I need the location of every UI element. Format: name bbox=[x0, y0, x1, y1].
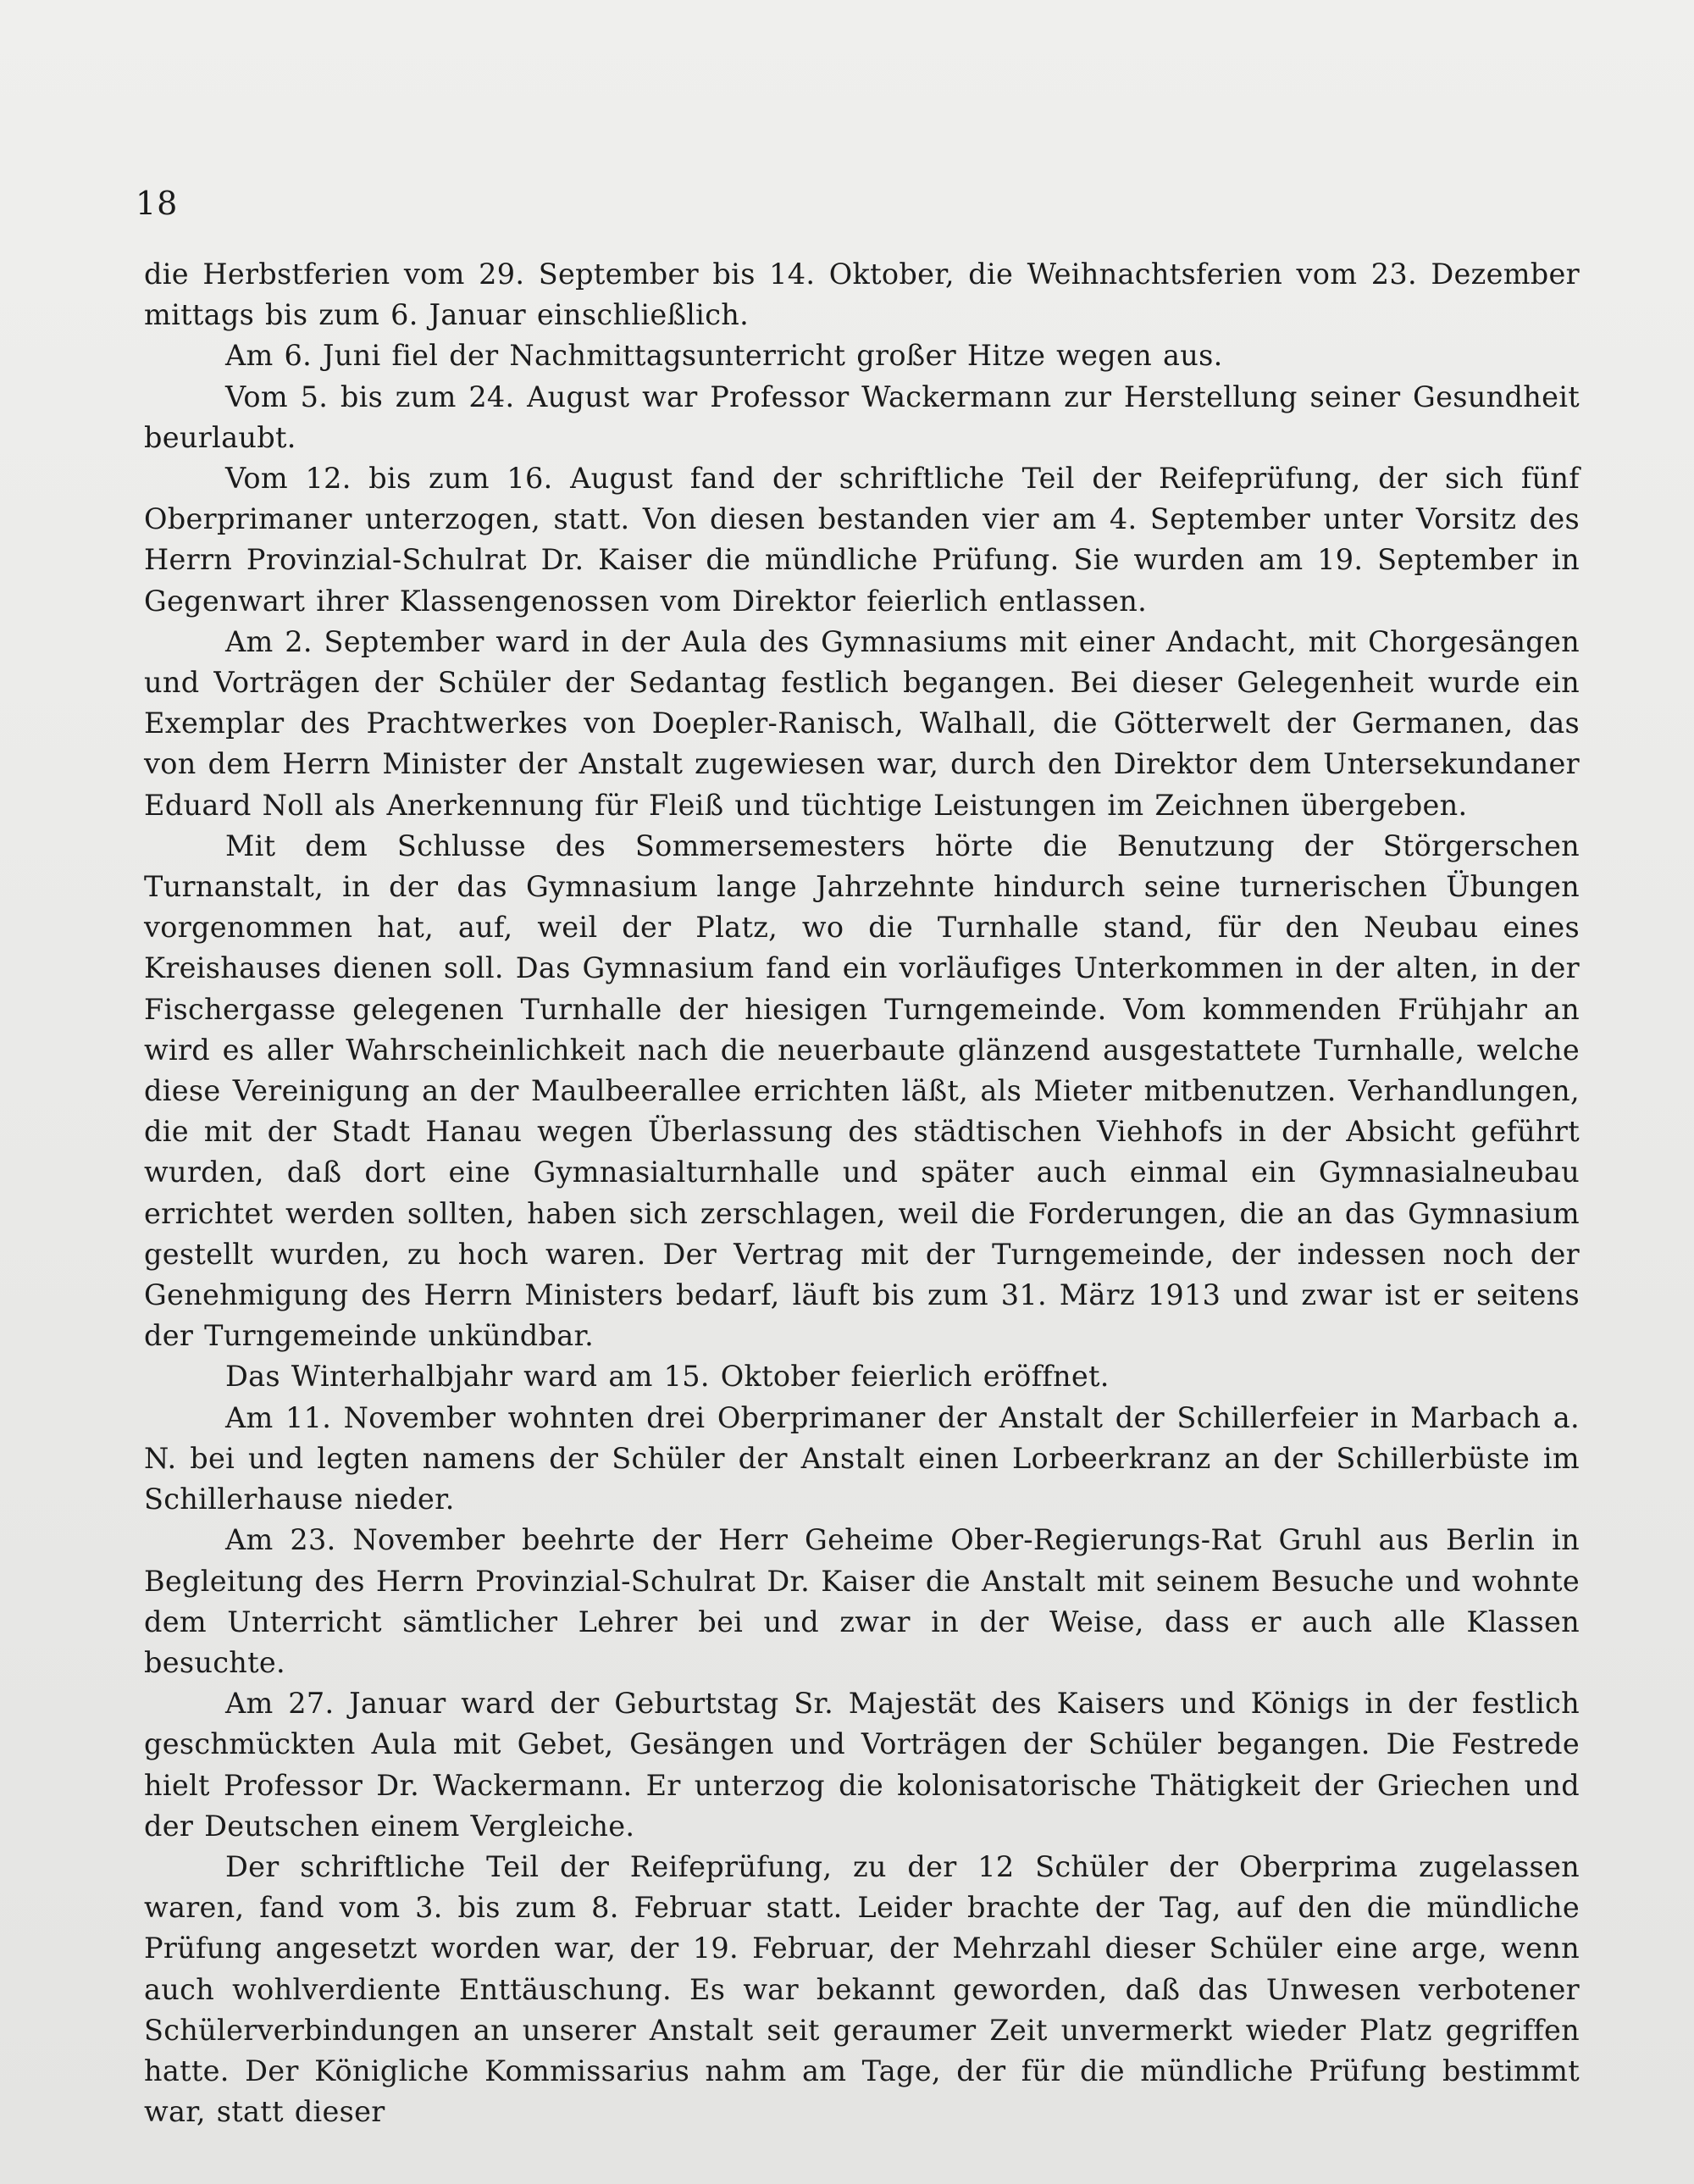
paragraph-schiller-celebration: Am 11. November wohnten drei Oberprimaner der Anstalt der Schillerfeier in Marbach a. N. bei und legten namens der Schüler der Anstalt einen Lorbeerkranz an der Schillerbüste im Schillerhause nieder. bbox=[144, 1400, 1580, 1516]
paragraph-winter-exam: Der schriftliche Teil der Reifeprüfung, zu der 12 Schüler der Oberprima zugelassen waren, fand vom 3. bis zum 8. Februar statt. Leider brachte der Tag, auf den die mündliche Prüfung angesetzt worden war, der 19. Februar, der Mehrzahl dieser Schüler eine arge, wenn auch wohlverdiente Enttäuschung. Es war bekannt geworden, daß das Unwesen verbotener Schülerverbindungen an unserer Anstalt seit geraumer Zeit unvermerkt wieder Platz gegriffen hatte. Der Königliche Kommissarius nahm am Tage, der für die mündliche Prüfung bestimmt war, statt dieser bbox=[144, 1849, 1580, 2129]
paragraph-winter-term: Das Winterhalbjahr ward am 15. Oktober feierlich eröffnet. bbox=[225, 1360, 1110, 1394]
paragraph-leave-of-absence: Vom 5. bis zum 24. August war Professor Wackermann zur Herstellung seiner Gesundheit beurlaubt. bbox=[144, 380, 1580, 454]
paragraph-emperor-birthday: Am 27. Januar ward der Geburtstag Sr. Majestät des Kaisers und Königs in der festlich geschmückten Aula mit Gebet, Gesängen und Vorträgen der Schüler begangen. Die Festrede hielt Professor Dr. Wackermann. Er unterzog die kolonisatorische Thätigkeit der Griechen und der Deutschen einem Vergleiche. bbox=[144, 1687, 1580, 1843]
body-text bbox=[144, 254, 1580, 2132]
paragraph-official-visit: Am 23. November beehrte der Herr Geheime Ober-Regierungs-Rat Gruhl aus Berlin in Begleitung des Herrn Provinzial-Schulrat Dr. Kaiser die Anstalt mit seinem Besuche und wohnte dem Unterricht sämtlicher Lehrer bei und zwar in der Weise, dass er auch alle Klassen besuchte. bbox=[144, 1523, 1580, 1679]
paragraph-holidays: die Herbstferien vom 29. September bis 14. Oktober, die Weihnachtsferien vom 23. Dezember mittags bis zum 6. Januar einschließlich. bbox=[144, 258, 1580, 332]
page-number: 18 bbox=[136, 185, 179, 222]
paragraph-summer-exam: Vom 12. bis zum 16. August fand der schriftliche Teil der Reifeprüfung, der sich fünf Oberprimaner unterzogen, statt. Von diesen bestanden vier am 4. September unter Vorsitz des Herrn Provinzial-Schulrat Dr. Kaiser die mündliche Prüfung. Sie wurden am 19. September in Gegenwart ihrer Klassengenossen vom Direktor feierlich entlassen. bbox=[144, 462, 1580, 618]
paragraph-gymnastics-hall: Mit dem Schlusse des Sommersemesters hörte die Benutzung der Störgerschen Turnanstalt, in der das Gymnasium lange Jahrzehnte hindurch seine turnerischen Übungen vorgenommen hat, auf, weil der Platz, wo die Turnhalle stand, für den Neubau eines Kreishauses dienen soll. Das Gymnasium fand ein vorläufiges Unterkommen in der alten, in der Fischergasse gelegenen Turnhalle der hiesigen Turngemeinde. Vom kommenden Frühjahr an wird es aller Wahrscheinlichkeit nach die neuerbaute glänzend ausgestattete Turnhalle, welche diese Vereinigung an der Maulbeerallee errichten läßt, als Mieter mitbenutzen. Verhandlungen, die mit der Stadt Hanau wegen Überlassung des städtischen Viehhofs in der Absicht geführt wurden, daß dort eine Gymnasialturnhalle und später auch einmal ein Gymnasialneubau errichtet werden sollten, haben sich zerschlagen, weil die Forderungen, die an das Gymnasium gestellt wurden, zu hoch waren. Der Vertrag mit der Turngemeinde, der indessen noch der Genehmigung des Herrn Ministers bedarf, läuft bis zum 31. März 1913 und zwar ist er seitens der Turngemeinde unkündbar. bbox=[144, 829, 1580, 1353]
paragraph-heat-dismissal: Am 6. Juni fiel der Nachmittagsunterricht großer Hitze wegen aus. bbox=[225, 339, 1223, 373]
paragraph-sedan-day: Am 2. September ward in der Aula des Gymnasiums mit einer Andacht, mit Chorgesängen und Vorträgen der Schüler der Sedantag festlich begangen. Bei dieser Gelegenheit wurde ein Exemplar des Prachtwerkes von Doepler-Ranisch, Walhall, die Götterwelt der Germanen, das von dem Herrn Minister der Anstalt zugewiesen war, durch den Direktor dem Untersekundaner Eduard Noll als Anerkennung für Fleiß und tüchtige Leistungen im Zeichnen übergeben. bbox=[144, 624, 1580, 822]
